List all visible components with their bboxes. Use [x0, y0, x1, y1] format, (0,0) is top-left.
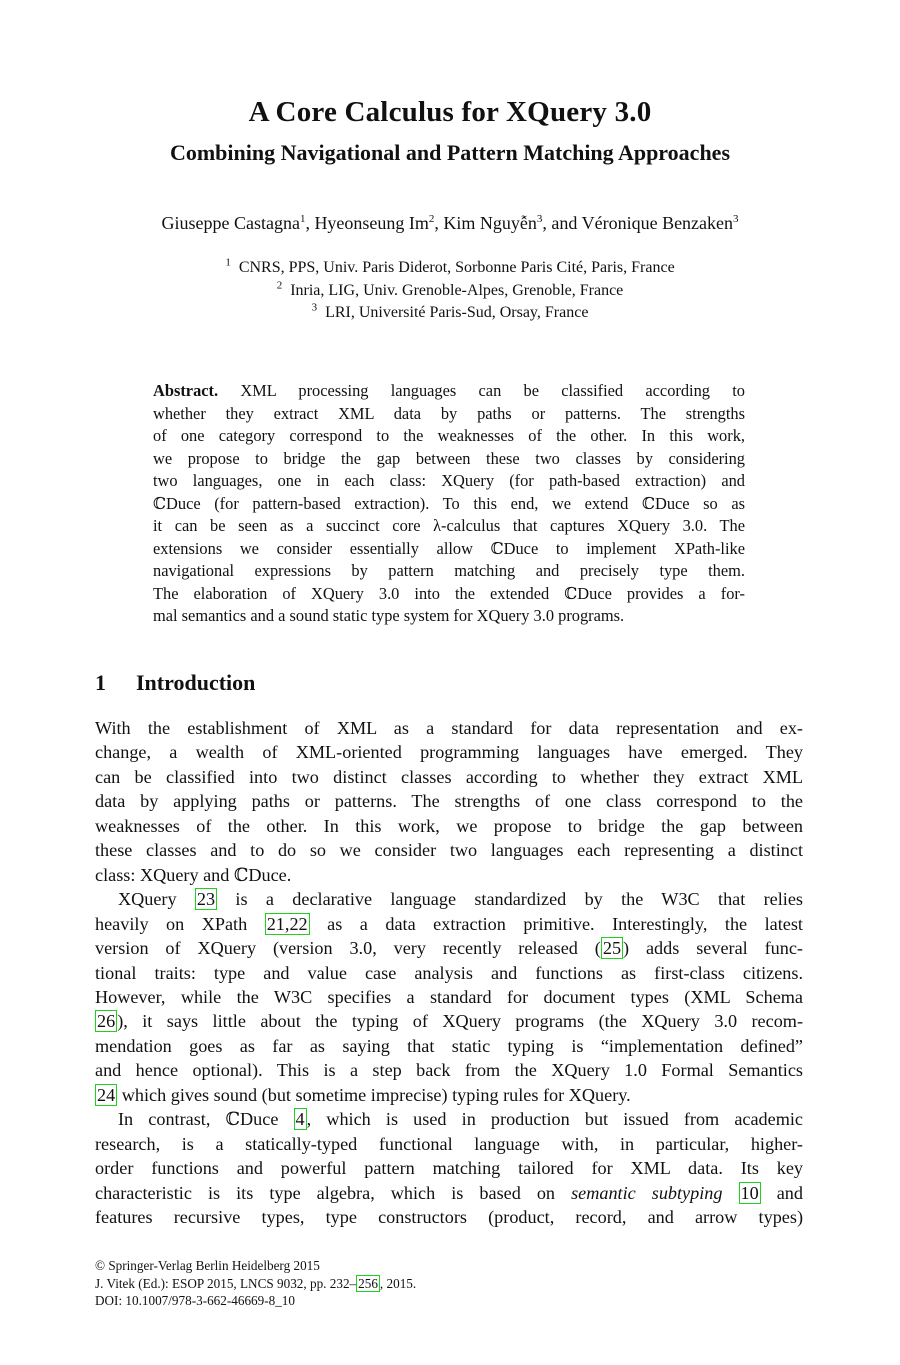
author-affil-mark: 2: [428, 213, 435, 225]
citation-link[interactable]: 24: [97, 1084, 116, 1105]
text-line: class: XQuery and ℂDuce.: [95, 864, 292, 885]
page-link[interactable]: 256: [358, 1275, 378, 1291]
citation-link[interactable]: 21,22: [266, 913, 308, 934]
text-line: weaknesses of the other. In this work, we propose to bridge the gap between: [95, 815, 803, 836]
section-number: 1: [95, 670, 106, 695]
author-name: Hyeonseung Im: [314, 213, 429, 233]
paper-title: A Core Calculus for XQuery 3.0: [248, 96, 652, 128]
body-text: [95, 716, 803, 1230]
text-line: heavily on XPath 21,22 as a data extraction primitive. Interestingly, the latest: [95, 913, 803, 934]
text-line: these classes and to do so we consider two languages each representing a distinct: [95, 840, 803, 861]
text-line: XQuery 23 is a declarative language standardized by the W3C that relies: [118, 889, 803, 910]
text-line: and hence optional). This is a step back from the XQuery 1.0 Formal Semantics: [95, 1060, 803, 1081]
author-list: Giuseppe Castagna$^1$, Hyeonseung Im$^2$, Kim Nguyễn$^3$, and Véronique Benzaken$^3$: [161, 213, 739, 233]
text-line: tional traits: type and value case analysis and functions as first-class citizens.: [95, 962, 803, 983]
author-affil-mark: 1: [299, 213, 306, 225]
text-line: mendation goes as far as saying that static typing is “implementation defined”: [95, 1035, 803, 1056]
text-line: However, while the W3C specifies a standard for document types (XML Schema: [95, 986, 803, 1007]
citation-link[interactable]: 10: [740, 1182, 759, 1203]
page-footer: [95, 1257, 416, 1310]
citation-info: J. Vitek (Ed.): ESOP 2015, LNCS 9032, pp. 232– 256 , 2015.: [95, 1275, 417, 1291]
text-line: research, is a statically-typed functional language with, in particular, higher-: [95, 1133, 803, 1154]
text-line: 26 ), it says little about the typing of XQuery programs (the XQuery 3.0 recom-: [97, 1011, 803, 1032]
text-line: characteristic is its type algebra, which is based on semantic subtyping 10 and: [95, 1182, 803, 1203]
author-affil-mark: 3: [536, 213, 543, 225]
text-line: change, a wealth of XML-oriented programming languages have emerged. They: [95, 742, 803, 763]
text-line: order functions and powerful pattern matching tailored for XML data. Its key: [95, 1158, 803, 1179]
author-affil-mark: 3: [733, 213, 739, 225]
citation-link[interactable]: 25: [602, 938, 622, 959]
affiliation: $^2$ Inria, LIG, Univ. Grenoble-Alpes, Grenoble, France: [276, 279, 624, 299]
author-name: Kim Nguyễn: [443, 213, 537, 233]
text-line: In contrast, ℂDuce 4 , which is used in production but issued from academic: [118, 1109, 803, 1130]
section-heading: [95, 670, 255, 696]
abstract-label: Abstract.: [153, 381, 219, 400]
section-title: Introduction: [136, 670, 256, 695]
text-line: can be classified into two distinct classes according to whether they extract XML: [95, 766, 803, 787]
author-name: Véronique Benzaken: [581, 213, 734, 233]
text-line: With the establishment of XML as a standard for data representation and ex-: [95, 718, 803, 738]
text-line: features recursive types, type constructors (product, record, and arrow types): [95, 1207, 803, 1228]
affiliation: $^3$ LRI, Université Paris-Sud, Orsay, France: [311, 301, 589, 321]
citation-link[interactable]: 4: [295, 1109, 305, 1130]
text-line: data by applying paths or patterns. The strengths of one class correspond to the: [95, 791, 803, 812]
affiliation: $^1$ CNRS, PPS, Univ. Paris Diderot, Sorbonne Paris Cité, Paris, France: [225, 256, 675, 276]
text-line: version of XQuery (version 3.0, very recently released ( 25 ) adds several func-: [95, 938, 803, 959]
abstract: Abstract. XML processing languages can be classified according to whether they extract XML data by paths or patterns. The strengths of one category correspond to the weaknesses of the other. In this work, we propose to bridge the gap between these two classes by considering two languages, one in each class: XQuery (for path-based extraction) and ℂDuce (for pattern-based extraction). To this end, we extend ℂDuce so as it can be seen as a succinct core λ-calculus that captures XQuery 3.0. The extensions we consider essentially allow ℂDuce to implement XPath-like navigational expressions by pattern matching and precisely type them. The elaboration of XQuery 3.0 into the extended ℂDuce provides a for- mal semantics and a sound static type system for XQuery 3.0 programs.: [153, 381, 745, 625]
citation-link[interactable]: 26: [97, 1011, 116, 1032]
text-line: 24 which gives sound (but sometime imprecise) typing rules for XQuery.: [97, 1084, 631, 1105]
citation-link[interactable]: 23: [196, 889, 216, 910]
paper-subtitle: Combining Navigational and Pattern Matching Approaches: [169, 140, 731, 165]
copyright-notice: © Springer-Verlag Berlin Heidelberg 2015: [95, 1258, 320, 1273]
doi: DOI: 10.1007/978-3-662-46669-8_10: [95, 1293, 295, 1308]
author-name: Giuseppe Castagna: [161, 213, 300, 233]
